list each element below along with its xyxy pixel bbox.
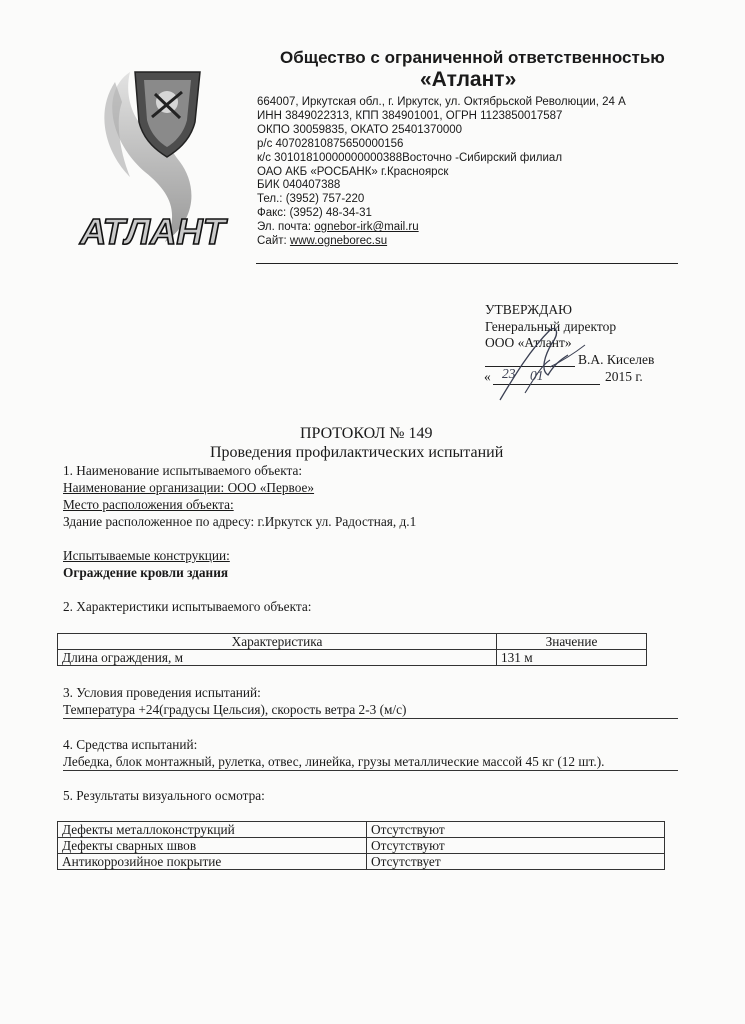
approval-signer: В.А. Киселев: [578, 352, 655, 367]
requisites-block: [257, 96, 626, 249]
protocol-title: ПРОТОКОЛ № 149: [300, 425, 433, 442]
table-row: [58, 822, 665, 838]
email-line: [257, 221, 626, 235]
column-header-value: Значение: [497, 634, 647, 650]
logo-text: АТЛАНТ: [78, 211, 229, 252]
constructions-value: Ограждение кровли здания: [63, 565, 229, 580]
row-label: Длина ограждения, м: [58, 650, 497, 666]
test-means: Лебедка, блок монтажный, рулетка, отвес, линейка, грузы металлические массой 45 кг (12 шт.).: [63, 754, 605, 769]
date-year: 2015 г.: [605, 369, 643, 384]
date-month: 01: [530, 368, 544, 383]
result-label: Антикоррозийное покрытие: [58, 854, 367, 870]
site-line: [257, 235, 626, 249]
requisite-line: к/с 30101810000000000388Восточно -Сибирский филиал: [257, 151, 563, 164]
section2-heading: 2. Характеристики испытываемого объекта:: [63, 599, 312, 614]
company-brand: «Атлант»: [420, 68, 517, 91]
result-value: Отсутствуют: [367, 822, 665, 838]
date-day: 23: [502, 366, 516, 381]
section3-heading: 3. Условия проведения испытаний:: [63, 685, 261, 700]
result-label: Дефекты сварных швов: [58, 838, 367, 854]
site-label: Сайт:: [257, 235, 287, 248]
organization-name: Наименование организации: ООО «Первое»: [63, 480, 315, 495]
requisite-line: Факс: (3952) 48-34-31: [257, 207, 372, 220]
constructions-label: Испытываемые конструкции:: [63, 548, 230, 563]
conditions-underline: [63, 718, 678, 719]
approval-organization: ООО «Атлант»: [485, 335, 572, 350]
section4-heading: 4. Средства испытаний:: [63, 737, 198, 752]
requisite-line: ОКПО 30059835, ОКАТО 25401370000: [257, 123, 463, 136]
test-conditions: Температура +24(градусы Цельсия), скорость ветра 2-3 (м/с): [63, 702, 407, 717]
result-label: Дефекты металлоконструкций: [58, 822, 367, 838]
means-underline: [63, 770, 678, 771]
section1-heading: 1. Наименование испытываемого объекта:: [63, 463, 303, 478]
requisite-line: ИНН 3849022313, КПП 384901001, ОГРН 1123850017587: [257, 109, 563, 122]
handwritten-signature: [490, 315, 600, 405]
requisite-line: р/с 40702810875650000156: [257, 137, 404, 150]
section5-heading: 5. Результаты визуального осмотра:: [63, 788, 265, 803]
email-link[interactable]: ognebor-irk@mail.ru: [314, 221, 419, 234]
result-value: Отсутствуют: [367, 838, 665, 854]
characteristics-table: [57, 633, 647, 666]
table-row: [58, 854, 665, 870]
column-header-characteristic: Характеристика: [58, 634, 497, 650]
requisite-line: 664007, Иркутская обл., г. Иркутск, ул. Октябрьской Революции, 24 А: [257, 96, 626, 108]
table-header-row: [58, 634, 647, 650]
object-address: Здание расположенное по адресу: г.Иркутск ул. Радостная, д.1: [63, 514, 417, 529]
date-open-quote: «: [484, 369, 491, 384]
table-row: [58, 838, 665, 854]
protocol-subtitle: Проведения профилактических испытаний: [210, 444, 504, 461]
row-value: 131 м: [497, 650, 647, 666]
email-label: Эл. почта:: [257, 221, 312, 234]
requisite-line: ОАО АКБ «РОСБАНК» г.Красноярск: [257, 165, 449, 178]
atlant-logo: [60, 52, 250, 257]
location-label: Место расположения объекта:: [63, 497, 234, 512]
table-row: [58, 650, 647, 666]
approval-position: Генеральный директор: [485, 319, 617, 334]
approval-title: УТВЕРЖДАЮ: [485, 302, 573, 317]
requisite-line: БИК 040407388: [257, 179, 341, 192]
company-name: Общество с ограниченной ответственностью: [280, 48, 665, 67]
inspection-results-table: [57, 821, 665, 870]
header-divider: [256, 263, 678, 264]
requisite-line: Тел.: (3952) 757-220: [257, 193, 365, 206]
result-value: Отсутствует: [367, 854, 665, 870]
site-link[interactable]: www.ogneborec.su: [289, 235, 388, 248]
